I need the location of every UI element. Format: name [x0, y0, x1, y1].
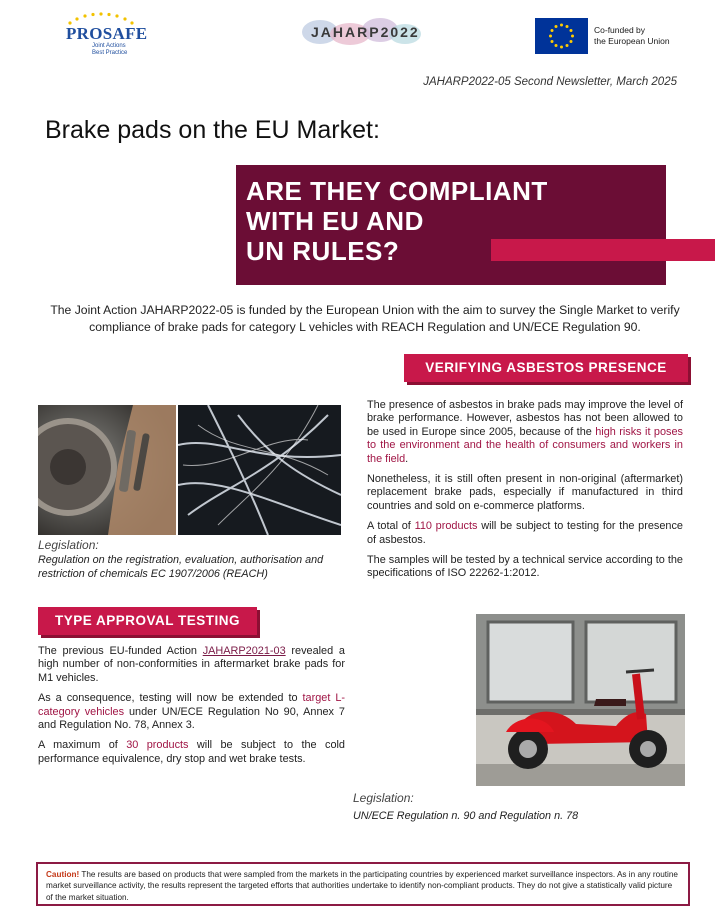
intro-paragraph: The Joint Action JAHARP2022-05 is funded by the European Union with the aim to survey the Single Market to verify compliance of brake pads for category L vehicles with REACH Regulation and UN/ECE Regulation 90.: [50, 303, 680, 334]
asbestos-body: [367, 399, 683, 588]
type-approval-paragraph-2: As a consequence, testing will now be extended to target L-category vehicles under UN/ECE Regulation No 90, Annex 7 and Regulation No. 78, Annex 3.: [38, 692, 346, 732]
highlight-text: target L-category vehicles: [38, 692, 346, 718]
asbestos-section-heading: VERIFYING ASBESTOS PRESENCE: [404, 354, 688, 382]
highlight-text: 30 products: [126, 739, 189, 752]
caution-label: Caution!: [46, 870, 80, 879]
type-approval-body: [38, 645, 345, 773]
legislation-label: Legislation:: [38, 538, 99, 552]
asbestos-paragraph-1: The presence of asbestos in brake pads may improve the level of brake performance. However, asbestos has not been allowed to be used in Europe since 2005, because of the high risks it poses to the environment and the health of consumers and workers in the field.: [367, 399, 683, 465]
asbestos-paragraph-3: A total of 110 products will be subject to testing for the presence of asbestos.: [367, 520, 683, 546]
jaharp-logo: [300, 14, 425, 50]
type-approval-section-heading: TYPE APPROVAL TESTING: [38, 607, 257, 635]
brake-disc-photo: [38, 405, 176, 535]
prosafe-tagline: Joint Actions Best Practice: [92, 43, 128, 56]
asbestos-paragraph-4: The samples will be tested by a technical service according to the specifications of ISO 22262-1:2012.: [367, 554, 683, 580]
type-approval-paragraph-1: The previous EU-funded Action JAHARP2021-03 revealed a high number of non-conformities in aftermarket brake pads for M1 vehicles.: [38, 645, 345, 684]
highlight-text: high risks it poses to the environment and the health of consumers and workers in the field: [367, 425, 683, 465]
caution-text: The results are based on products that were sampled from the markets in the participating countries by experienced market surveillance inspectors. As in any routine market surveillance activity, the results represent the targeted efforts that authorities undertake to identify non-compliant products. They do not give a statistically valid picture of the market situation.: [46, 870, 678, 902]
legislation-label: Legislation:: [353, 791, 414, 805]
prosafe-logo: [62, 12, 152, 60]
asbestos-fiber-photo: [178, 405, 341, 535]
jaharp2021-link[interactable]: JAHARP2021-03: [202, 645, 286, 657]
eu-flag-icon: [535, 18, 588, 54]
legislation-unece-text: UN/ECE Regulation n. 90 and Regulation n. 78: [353, 810, 579, 822]
eu-cofunded-text: Co-funded by the European Union: [594, 25, 670, 46]
page-title: Brake pads on the EU Market:: [45, 116, 380, 144]
prosafe-name: PROSAFE: [66, 24, 148, 43]
type-approval-paragraph-3: A maximum of 30 products will be subject to the cold performance equivalence, dry stop and wet brake tests.: [38, 739, 345, 765]
caution-disclaimer: [36, 862, 690, 906]
hero-headline: ARE THEY COMPLIANT WITH EU AND UN RULES?: [246, 176, 548, 266]
red-scooter-photo: [476, 614, 685, 786]
asbestos-paragraph-2: Nonetheless, it is still often present in non-original (aftermarket) replacement brake pads, especially if manufactured in third countries and sold on e-commerce platforms.: [367, 473, 683, 512]
newsletter-subtitle: JAHARP2022-05 Second Newsletter, March 2025: [423, 76, 677, 88]
highlight-text: 110 products: [414, 520, 478, 533]
legislation-reach-text: Regulation on the registration, evaluation, authorisation and restriction of chemicals EC 1907/2006 (REACH): [38, 554, 324, 580]
jaharp-logo-text: JAHARP2022: [311, 24, 420, 40]
